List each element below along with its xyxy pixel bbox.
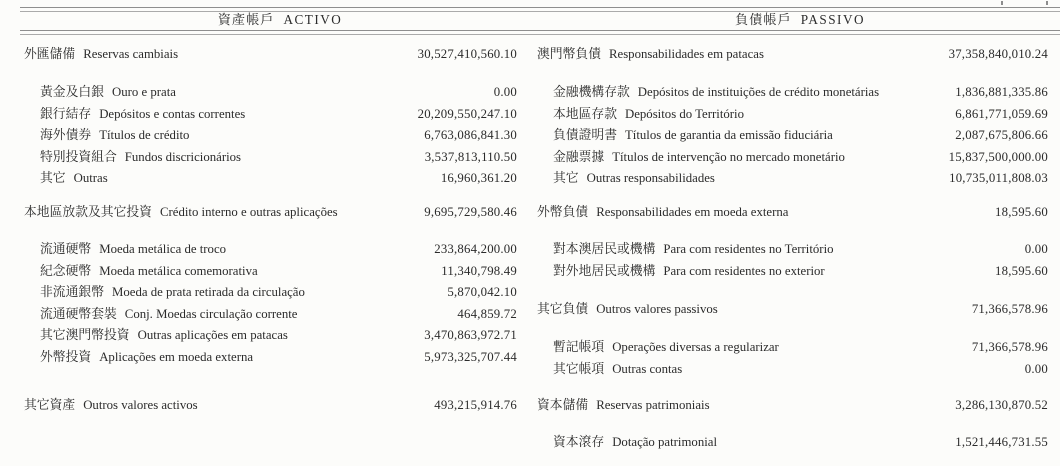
account-name-zh: 外幣負債 [537,205,589,219]
liabilities-column-header [540,10,1060,30]
account-label [553,82,879,104]
account-label [40,261,258,283]
account-label [40,304,297,326]
left-account-row [24,325,517,347]
account-name-zh: 對外地居民或機構 [553,263,656,278]
account-name-pt: Outras [73,171,108,185]
account-label [40,325,288,347]
blank-row [24,224,517,240]
account-name-pt: Outras contas [612,361,683,376]
account-name-zh: 黃金及白銀 [40,85,104,99]
account-value: 5,870,042.10 [447,285,517,299]
account-name-zh: 流通硬幣 [40,242,92,256]
account-label [553,168,715,190]
account-value: 71,366,578.96 [971,340,1048,354]
account-value: 30,527,410,560.10 [417,47,517,61]
account-value: 16,960,361.20 [440,171,517,185]
cropped-text-fragment [1046,1,1048,5]
account-name-pt: Outras aplicações em patacas [137,328,288,342]
account-name-pt: Títulos de crédito [99,128,190,142]
account-label [24,395,198,417]
account-name-zh: 海外債券 [40,128,92,142]
left-account-row [24,125,517,147]
account-name-pt: Moeda metálica comemorativa [99,263,258,278]
right-account-row [537,337,1048,359]
right-account-row [537,432,1048,454]
blank-row [537,380,1048,395]
account-name-zh: 銀行結存 [40,106,92,121]
left-account-row [24,239,517,261]
right-account-row [537,202,1048,224]
account-label [553,432,717,454]
account-value: 18,595.60 [995,205,1048,219]
account-value: 1,521,446,731.55 [955,435,1048,449]
account-label [40,347,253,369]
account-name-zh: 本地區放款及其它投資 [24,205,152,219]
cropped-text-fragment [1001,1,1003,5]
account-label [40,147,241,169]
account-name-zh: 其它 [40,171,66,185]
account-label [537,395,710,417]
account-value: 15,837,500,000.00 [948,149,1048,164]
account-name-pt: Reservas cambiais [83,47,179,61]
account-label [40,282,305,304]
account-name-zh: 流通硬幣套裝 [40,306,117,321]
account-name-pt: Fundos discricionários [124,149,242,164]
account-name-pt: Títulos de intervenção no mercado monetário [612,149,845,164]
account-name-pt: Responsabilidades em moeda externa [596,205,789,219]
account-name-zh: 外幣投資 [40,349,92,364]
account-name-pt: Para com residentes no exterior [663,263,825,278]
account-name-zh: 其它 [553,171,579,185]
account-label [553,359,682,381]
account-name-zh: 外匯儲備 [24,47,76,61]
account-name-pt: Depósitos de instituições de crédito monetárias [637,85,880,99]
right-account-row [537,168,1048,190]
left-account-row [24,44,517,66]
left-account-row [24,304,517,326]
left-account-row [24,104,517,126]
account-name-pt: Depósitos e contas correntes [99,106,246,121]
account-value: 3,286,130,870.52 [955,398,1048,412]
account-name-zh: 金融機構存款 [553,85,630,99]
left-account-row [24,347,517,369]
account-value: 10,735,011,808.03 [949,171,1048,185]
account-label [40,82,176,104]
account-value: 3,470,863,972.71 [424,328,517,342]
account-value: 464,859.72 [457,306,517,321]
right-account-row [537,147,1048,169]
account-name-pt: Outros valores activos [83,398,198,412]
blank-row [24,66,517,83]
account-name-pt: Para com residentes no Território [663,242,834,256]
account-name-zh: 本地區存款 [553,106,617,121]
liabilities-header-zh: 負債帳戶 [734,12,792,27]
account-name-zh: 其它資產 [24,398,76,412]
account-name-pt: Operações diversas a regularizar [612,340,779,354]
account-name-pt: Reservas patrimoniais [596,398,710,412]
account-name-pt: Moeda metálica de troco [99,242,227,256]
account-name-zh: 其它負債 [537,302,589,316]
account-value: 0.00 [493,85,517,99]
account-label [553,337,779,359]
account-value: 3,537,813,110.50 [424,149,517,164]
blank-row [537,66,1048,83]
account-label [553,104,744,126]
right-account-row [537,359,1048,381]
account-label [24,44,178,66]
account-value: 71,366,578.96 [971,302,1048,316]
account-name-zh: 負債證明書 [553,128,617,142]
account-name-zh: 資本滾存 [553,435,605,449]
blank-row [24,190,517,203]
account-label [40,104,245,126]
account-name-pt: Depósitos do Território [624,106,744,121]
account-name-pt: Crédito interno e outras aplicações [159,205,338,219]
account-value: 5,973,325,707.44 [424,349,517,364]
assets-column [24,44,517,417]
right-account-row [537,82,1048,104]
blank-row [537,190,1048,203]
account-name-zh: 紀念硬幣 [40,263,92,278]
right-account-row [537,239,1048,261]
header-double-rule [20,30,1060,35]
account-label [537,202,788,224]
account-value: 11,340,798.49 [441,263,517,278]
liabilities-header-pt: PASSIVO [800,12,865,27]
liabilities-column [537,44,1048,454]
account-label [553,261,825,283]
account-label [553,147,845,169]
account-name-zh: 澳門幣負債 [537,47,601,61]
blank-row [537,321,1048,338]
left-account-row [24,82,517,104]
account-name-zh: 金融票據 [553,149,605,164]
account-name-zh: 特別投資組合 [40,149,117,164]
account-name-pt: Outros valores passivos [596,302,718,316]
account-label [537,44,764,66]
right-account-row [537,261,1048,283]
left-account-row [24,395,517,417]
account-label [553,239,834,261]
account-value: 18,595.60 [995,263,1048,278]
account-label [40,125,189,147]
account-label [537,299,718,321]
left-account-row [24,202,517,224]
right-account-row [537,395,1048,417]
account-name-pt: Ouro e prata [111,85,176,99]
account-value: 2,087,675,806.66 [955,128,1048,142]
account-label [553,125,833,147]
account-name-pt: Moeda de prata retirada da circulação [111,285,305,299]
assets-header-pt: ACTIVO [283,12,343,27]
right-account-row [537,44,1048,66]
account-value: 0.00 [1024,242,1048,256]
right-account-row [537,125,1048,147]
account-name-pt: Dotação patrimonial [612,435,718,449]
account-value: 6,861,771,059.69 [955,106,1048,121]
assets-header-zh: 資產帳戶 [217,12,275,27]
account-label [24,202,338,224]
account-value: 6,763,086,841.30 [424,128,517,142]
account-value: 9,695,729,580.46 [424,205,517,219]
account-value: 37,358,840,010.24 [948,47,1048,61]
account-name-zh: 其它帳項 [553,361,605,376]
right-account-row [537,299,1048,321]
account-name-pt: Aplicações em moeda externa [99,349,254,364]
assets-column-header [20,10,540,30]
blank-row [537,417,1048,433]
account-name-pt: Títulos de garantia da emissão fiduciária [624,128,833,142]
account-name-zh: 暫記帳項 [553,340,605,354]
account-value: 1,836,881,335.86 [955,85,1048,99]
account-label [40,239,226,261]
account-value: 233,864,200.00 [434,242,517,256]
account-value: 493,215,914.76 [434,398,517,412]
account-name-pt: Outras responsabilidades [586,171,715,185]
blank-row [537,282,1048,299]
column-headers [20,10,1060,30]
right-account-row [537,104,1048,126]
left-account-row [24,261,517,283]
account-name-zh: 其它澳門幣投資 [40,328,130,342]
blank-row [24,368,517,395]
account-label [40,168,108,190]
account-name-zh: 資本儲備 [537,398,589,412]
account-name-zh: 對本澳居民或機構 [553,242,656,256]
left-account-row [24,147,517,169]
account-value: 20,209,550,247.10 [417,106,517,121]
left-account-row [24,282,517,304]
account-name-zh: 非流通銀幣 [40,285,104,299]
left-account-row [24,168,517,190]
blank-row [537,224,1048,240]
account-name-pt: Responsabilidades em patacas [608,47,764,61]
account-value: 0.00 [1024,361,1048,376]
account-name-pt: Conj. Moedas circulação corrente [124,306,298,321]
